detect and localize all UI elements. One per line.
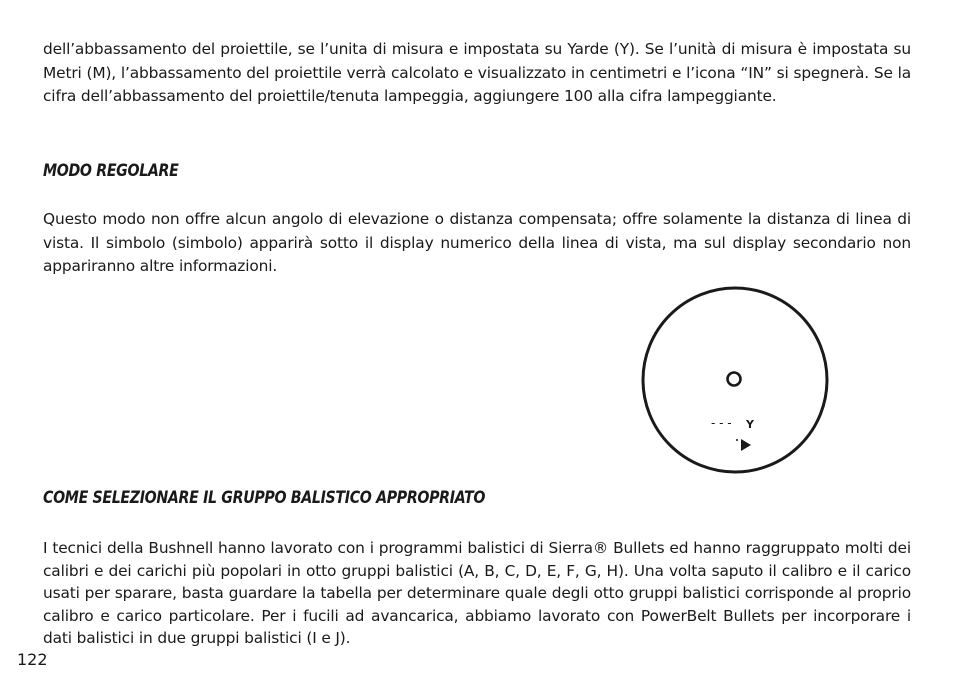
heading-regular-mode: MODO REGOLARE: [43, 161, 179, 180]
heading-ballistic-group: COME SELEZIONARE IL GRUPPO BALISTICO APPROPRIATO: [43, 488, 486, 507]
regular-mode-paragraph: Questo modo non offre alcun angolo di elevazione o distanza compensata; offre solamente la distanza di linea di vista. Il simbolo (simbolo) apparirà sotto il display numerico della linea di vista, ma sul display secondario non appariranno altre informazioni.: [43, 210, 911, 275]
aim-ring-icon: [728, 373, 741, 386]
display-dot: [736, 439, 738, 441]
ballistic-group-paragraph: I tecnici della Bushnell hanno lavorato con i programmi balistici di Sierra® Bullets ed hanno raggruppato molti dei calibri e dei carichi più popolari in otto gruppi balistici (A, B, C, D, E, F, G, H). Una volta saputo il calibro e il carico usati per sparare, basta guardare la tabella per determinare quale degli otto gruppi balistici corrisponde al proprio calibro e carico particolare. Per i fucili ad avancarica, abbiamo lavorato con PowerBelt Bullets per incorporare i dati balistici in due gruppi balistici (I e J).: [43, 539, 911, 648]
display-outline: [643, 288, 827, 472]
display-svg: [640, 285, 830, 475]
display-diagram: [640, 285, 830, 475]
display-unit: Y: [746, 418, 754, 431]
triangle-mode-icon: [741, 439, 751, 451]
display-digits: - - -: [711, 416, 732, 430]
page-number: 122: [17, 650, 48, 669]
intro-paragraph: dell’abbassamento del proiettile, se l’unita di misura e impostata su Yarde (Y). Se l’unità di misura è impostata su Metri (M), l’abbassamento del proiettile verrà calcolato e visualizzato in centimetri e l’icona “IN” si spegnerà. Se la cifra dell’abbassamento del proiettile/tenuta lampeggia, aggiungere 100 alla cifra lampeggiante.: [43, 40, 911, 105]
